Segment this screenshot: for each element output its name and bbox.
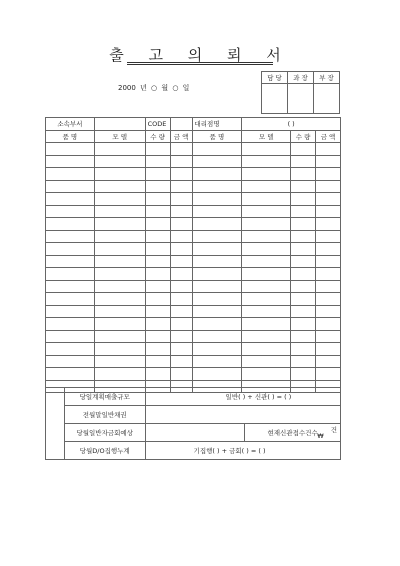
item-cell[interactable]	[192, 218, 242, 231]
do-label: 당월D/O집행누계	[64, 442, 145, 460]
item-cell[interactable]	[145, 318, 170, 331]
item-cell[interactable]	[170, 168, 192, 181]
item-cell[interactable]	[242, 193, 291, 206]
return-label: 전월말일반채권	[64, 406, 145, 424]
item-cell[interactable]	[316, 318, 341, 331]
item-cell[interactable]	[46, 355, 95, 368]
item-cell[interactable]	[170, 243, 192, 256]
item-cell[interactable]	[316, 218, 341, 231]
item-cell[interactable]	[46, 205, 95, 218]
unit-won: ₩	[317, 432, 324, 440]
item-cell[interactable]	[316, 168, 341, 181]
item-cell[interactable]	[170, 280, 192, 293]
item-cell[interactable]	[192, 255, 242, 268]
col-header-qty-2: 수 량	[291, 130, 316, 143]
item-cell[interactable]	[170, 255, 192, 268]
approval-header-staff: 담 당	[262, 72, 288, 84]
item-cell[interactable]	[46, 293, 95, 306]
table-row	[46, 368, 341, 381]
item-cell[interactable]	[170, 193, 192, 206]
item-cell[interactable]	[170, 230, 192, 243]
do-formula[interactable]: 기집행( ) + 금회( ) = ( )	[145, 442, 340, 460]
item-cell[interactable]	[170, 268, 192, 281]
item-cell[interactable]	[291, 255, 316, 268]
item-cell[interactable]	[94, 255, 145, 268]
item-cell[interactable]	[291, 205, 316, 218]
item-cell[interactable]	[242, 168, 291, 181]
item-cell[interactable]	[46, 168, 95, 181]
item-cell[interactable]	[170, 355, 192, 368]
form-date: 2000 년 ○ 월 ○ 일	[118, 84, 190, 92]
item-cell[interactable]	[192, 193, 242, 206]
item-cell[interactable]	[242, 255, 291, 268]
item-cell[interactable]	[242, 280, 291, 293]
item-cell[interactable]	[316, 305, 341, 318]
item-cell[interactable]	[192, 318, 242, 331]
item-cell[interactable]	[242, 155, 291, 168]
col-header-item: 품 명	[46, 130, 95, 143]
item-cell[interactable]	[192, 155, 242, 168]
item-cell[interactable]	[145, 243, 170, 256]
expect-label: 당월일반자금회예상	[64, 424, 145, 442]
item-cell[interactable]	[94, 155, 145, 168]
item-cell[interactable]	[291, 168, 316, 181]
item-cell[interactable]	[46, 268, 95, 281]
item-cell[interactable]	[192, 343, 242, 356]
item-cell[interactable]	[145, 143, 170, 156]
approval-header-dept-head: 부 장	[314, 72, 340, 84]
item-cell[interactable]	[145, 230, 170, 243]
item-cell[interactable]	[291, 305, 316, 318]
table-row	[46, 205, 341, 218]
item-cell[interactable]	[94, 268, 145, 281]
item-cell[interactable]	[94, 193, 145, 206]
item-cell[interactable]	[192, 243, 242, 256]
item-cell[interactable]	[192, 355, 242, 368]
item-cell[interactable]	[291, 355, 316, 368]
item-cell[interactable]	[242, 368, 291, 381]
item-cell[interactable]	[94, 168, 145, 181]
table-row	[46, 268, 341, 281]
item-cell[interactable]	[316, 193, 341, 206]
item-cell[interactable]	[291, 143, 316, 156]
item-cell[interactable]	[316, 368, 341, 381]
agency-field[interactable]: ( )	[242, 118, 341, 131]
item-cell[interactable]	[291, 318, 316, 331]
item-cell[interactable]	[145, 168, 170, 181]
item-cell[interactable]	[192, 293, 242, 306]
item-cell[interactable]	[291, 330, 316, 343]
item-cell[interactable]	[145, 330, 170, 343]
item-cell[interactable]	[242, 355, 291, 368]
table-row	[46, 293, 341, 306]
item-cell[interactable]	[170, 143, 192, 156]
summary-table	[45, 387, 341, 460]
item-cell[interactable]	[94, 293, 145, 306]
code-field[interactable]	[170, 118, 192, 131]
item-cell[interactable]	[291, 368, 316, 381]
item-cell[interactable]	[46, 230, 95, 243]
approval-box	[261, 71, 340, 114]
item-cell[interactable]	[94, 143, 145, 156]
return-field[interactable]	[145, 406, 340, 424]
item-cell[interactable]	[192, 230, 242, 243]
item-cell[interactable]	[316, 355, 341, 368]
item-cell[interactable]	[46, 143, 95, 156]
item-cell[interactable]	[94, 305, 145, 318]
item-cell[interactable]	[145, 305, 170, 318]
item-cell[interactable]	[192, 205, 242, 218]
table-row	[46, 180, 341, 193]
item-cell[interactable]	[46, 180, 95, 193]
table-row	[46, 255, 341, 268]
item-cell[interactable]	[291, 343, 316, 356]
item-cell[interactable]	[94, 355, 145, 368]
item-cell[interactable]	[46, 193, 95, 206]
item-cell[interactable]	[192, 268, 242, 281]
item-cell[interactable]	[316, 280, 341, 293]
item-cell[interactable]	[94, 330, 145, 343]
item-cell[interactable]	[242, 330, 291, 343]
table-row	[46, 330, 341, 343]
item-cell[interactable]	[291, 280, 316, 293]
item-cell[interactable]	[170, 155, 192, 168]
item-cell[interactable]	[291, 180, 316, 193]
item-cell[interactable]	[94, 243, 145, 256]
agency-label: 대리점명	[192, 118, 242, 131]
item-cell[interactable]	[145, 155, 170, 168]
col-header-amount: 금 액	[170, 130, 192, 143]
dept-label: 소속부서	[46, 118, 95, 131]
item-cell[interactable]	[170, 218, 192, 231]
item-cell[interactable]	[291, 193, 316, 206]
item-cell[interactable]	[192, 143, 242, 156]
item-cell[interactable]	[192, 180, 242, 193]
item-cell[interactable]	[242, 268, 291, 281]
unit-count: 건	[330, 426, 337, 434]
summary-margin	[46, 388, 65, 460]
item-cell[interactable]	[46, 155, 95, 168]
title-underline	[127, 62, 273, 63]
table-row	[46, 243, 341, 256]
item-cell[interactable]	[316, 343, 341, 356]
item-cell[interactable]	[94, 368, 145, 381]
item-cell[interactable]	[291, 218, 316, 231]
table-row	[46, 318, 341, 331]
table-row	[46, 343, 341, 356]
item-cell[interactable]	[316, 230, 341, 243]
item-cell[interactable]	[94, 205, 145, 218]
table-row	[46, 193, 341, 206]
item-cell[interactable]	[46, 330, 95, 343]
item-cell[interactable]	[170, 330, 192, 343]
item-cell[interactable]	[242, 305, 291, 318]
current-cell[interactable]	[245, 424, 341, 442]
item-cell[interactable]	[46, 218, 95, 231]
approval-sign-dept-head[interactable]	[314, 84, 340, 114]
item-cell[interactable]	[145, 355, 170, 368]
item-cell[interactable]	[46, 255, 95, 268]
item-cell[interactable]	[316, 143, 341, 156]
item-cell[interactable]	[242, 318, 291, 331]
table-row	[46, 218, 341, 231]
code-label: CODE	[145, 118, 170, 131]
item-cell[interactable]	[316, 243, 341, 256]
item-cell[interactable]	[316, 205, 341, 218]
item-cell[interactable]	[94, 280, 145, 293]
table-row	[46, 155, 341, 168]
item-cell[interactable]	[94, 230, 145, 243]
item-cell[interactable]	[170, 293, 192, 306]
item-cell[interactable]	[170, 368, 192, 381]
item-cell[interactable]	[94, 343, 145, 356]
item-cell[interactable]	[94, 318, 145, 331]
item-cell[interactable]	[242, 293, 291, 306]
item-cell[interactable]	[170, 343, 192, 356]
item-cell[interactable]	[316, 268, 341, 281]
item-cell[interactable]	[170, 180, 192, 193]
table-row	[46, 143, 341, 156]
item-cell[interactable]	[192, 280, 242, 293]
item-cell[interactable]	[316, 293, 341, 306]
item-cell[interactable]	[291, 293, 316, 306]
item-cell[interactable]	[291, 268, 316, 281]
item-cell[interactable]	[170, 318, 192, 331]
item-cell[interactable]	[94, 218, 145, 231]
item-cell[interactable]	[242, 180, 291, 193]
item-cell[interactable]	[242, 143, 291, 156]
item-cell[interactable]	[46, 318, 95, 331]
item-cell[interactable]	[145, 280, 170, 293]
item-cell[interactable]	[192, 168, 242, 181]
approval-header-section-chief: 과 장	[288, 72, 314, 84]
item-cell[interactable]	[242, 205, 291, 218]
item-cell[interactable]	[46, 305, 95, 318]
table-row	[46, 230, 341, 243]
item-cell[interactable]	[145, 218, 170, 231]
item-cell[interactable]	[316, 330, 341, 343]
item-cell[interactable]	[46, 368, 95, 381]
col-header-model-2: 모 델	[242, 130, 291, 143]
approval-sign-staff[interactable]	[262, 84, 288, 114]
plan-label: 당일계획매출규모	[64, 388, 145, 406]
item-cell[interactable]	[170, 305, 192, 318]
col-header-qty: 수 량	[145, 130, 170, 143]
item-cell[interactable]	[242, 230, 291, 243]
item-cell[interactable]	[316, 180, 341, 193]
item-cell[interactable]	[145, 293, 170, 306]
item-cell[interactable]	[46, 280, 95, 293]
item-cell[interactable]	[192, 305, 242, 318]
item-cell[interactable]	[145, 193, 170, 206]
item-cell[interactable]	[46, 243, 95, 256]
plan-formula[interactable]: 일반( ) + 신관( ) = ( )	[145, 388, 340, 406]
col-header-model: 모 델	[94, 130, 145, 143]
items-table	[45, 117, 341, 393]
title-underline-2	[127, 64, 273, 65]
item-cell[interactable]	[145, 368, 170, 381]
item-cell[interactable]	[242, 218, 291, 231]
dept-field[interactable]	[94, 118, 145, 131]
table-row	[46, 355, 341, 368]
current-label: 현재신관접수건수	[267, 429, 318, 437]
item-cell[interactable]	[192, 330, 242, 343]
item-cell[interactable]	[242, 343, 291, 356]
item-cell[interactable]	[145, 268, 170, 281]
table-row	[46, 280, 341, 293]
table-row	[46, 305, 341, 318]
approval-sign-section-chief[interactable]	[288, 84, 314, 114]
item-cell[interactable]	[145, 343, 170, 356]
expect-field[interactable]	[145, 424, 245, 442]
item-cell[interactable]	[145, 180, 170, 193]
item-cell[interactable]	[291, 243, 316, 256]
item-cell[interactable]	[316, 255, 341, 268]
item-cell[interactable]	[170, 205, 192, 218]
item-cell[interactable]	[94, 180, 145, 193]
item-cell[interactable]	[145, 255, 170, 268]
item-cell[interactable]	[316, 155, 341, 168]
col-header-amount-2: 금 액	[316, 130, 341, 143]
item-cell[interactable]	[192, 368, 242, 381]
item-cell[interactable]	[145, 205, 170, 218]
item-cell[interactable]	[46, 343, 95, 356]
table-row	[46, 168, 341, 181]
form-title: 출 고 의 뢰 서	[109, 46, 291, 64]
item-cell[interactable]	[291, 155, 316, 168]
item-cell[interactable]	[242, 243, 291, 256]
item-cell[interactable]	[291, 230, 316, 243]
col-header-item-2: 품 명	[192, 130, 242, 143]
